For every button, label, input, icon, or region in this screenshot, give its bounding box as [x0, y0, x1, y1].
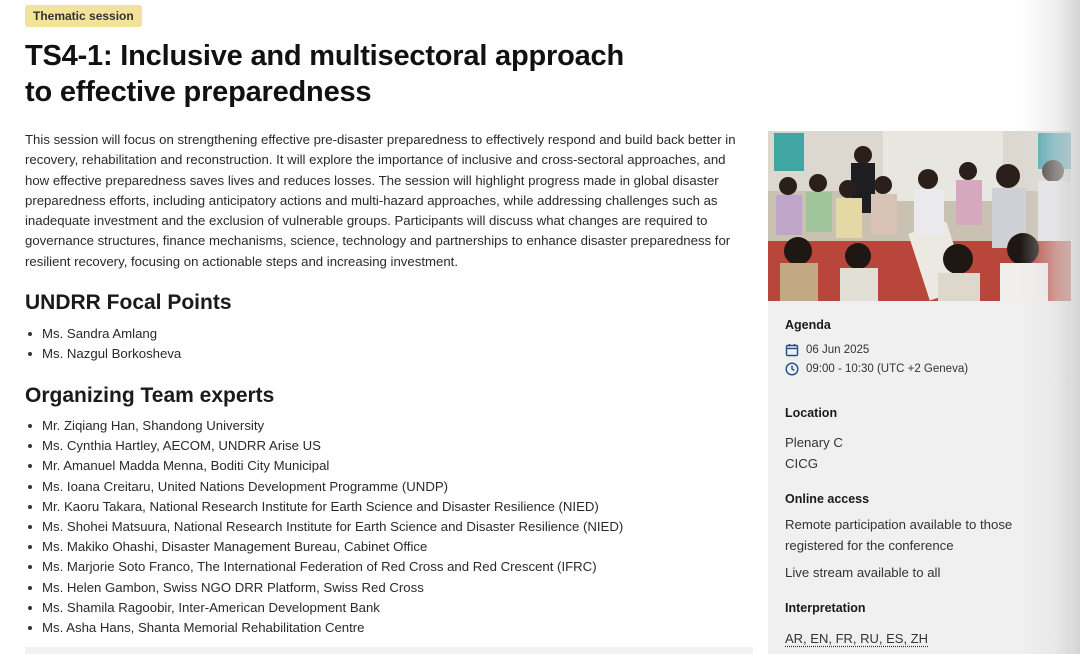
list-item: Ms. Shamila Ragoobir, Inter-American Development Bank: [25, 598, 623, 618]
list-item: Ms. Nazgul Borkosheva: [25, 344, 181, 364]
agenda-label: Agenda: [785, 318, 831, 332]
list-item: Ms. Ioana Creitaru, United Nations Development Programme (UNDP): [25, 477, 623, 497]
list-item: Ms. Asha Hans, Shanta Memorial Rehabilitation Centre: [25, 618, 623, 638]
interpretation-languages[interactable]: AR, EN, FR, RU, ES, ZH: [785, 631, 929, 646]
agenda-time-text: 09:00 - 10:30 (UTC +2 Geneva): [806, 363, 969, 375]
list-item: Ms. Marjorie Soto Franco, The International Federation of Red Cross and Red Crescent (IFRC): [25, 557, 623, 577]
content-footer-strip: [25, 647, 753, 654]
list-item: Ms. Makiko Ohashi, Disaster Management Bureau, Cabinet Office: [25, 537, 623, 557]
list-item: Ms. Sandra Amlang: [25, 324, 181, 344]
page-title: TS4-1: Inclusive and multisectoral approach to effective preparedness: [25, 40, 624, 108]
list-item: Ms. Helen Gambon, Swiss NGO DRR Platform, Swiss Red Cross: [25, 578, 623, 598]
interpretation-label: Interpretation: [785, 601, 866, 615]
location-room: Plenary C: [785, 435, 843, 450]
calendar-icon: [785, 343, 799, 357]
list-item: Mr. Ziqiang Han, Shandong University: [25, 416, 623, 436]
list-item: Ms. Shohei Matsuura, National Research Institute for Earth Science and Disaster Resilience (NIED): [25, 517, 623, 537]
clock-icon: [785, 362, 799, 376]
list-item: Ms. Cynthia Hartley, AECOM, UNDRR Arise US: [25, 436, 623, 456]
list-item: Mr. Amanuel Madda Menna, Boditi City Municipal: [25, 456, 623, 476]
focal-points-heading: UNDRR Focal Points: [25, 291, 232, 314]
list-item: Mr. Kaoru Takara, National Research Institute for Earth Science and Disaster Resilience (NIED): [25, 497, 623, 517]
session-type-badge: Thematic session: [25, 5, 142, 27]
session-info-sidebar: [768, 131, 1071, 654]
agenda-date: [785, 343, 869, 357]
agenda-time: [785, 362, 968, 376]
experts-list: [25, 416, 623, 638]
focal-points-list: [25, 324, 181, 364]
agenda-date-text: 06 Jun 2025: [806, 344, 870, 356]
session-description: This session will focus on strengthening effective pre-disaster preparedness to effectively respond and build back better in recovery, rehabilitation and reconstruction. It will explore the importance of inclusive and cross-sectoral approaches, and how effective preparedness saves lives and reduces losses. The session will highlight progress made in global disaster preparedness efforts, including anticipatory actions and multi-hazard approaches, while addressing challenges such as inadequate investment and the exclusion of vulnerable groups. Participants will discuss what changes are required to governance structures, finance mechanisms, science, technology and partnerships to enhance disaster preparedness for resilient recovery, focusing on actionable steps and increasing investment.: [25, 132, 736, 269]
online-remote-text: Remote participation available to those registered for the conference: [785, 517, 1013, 553]
experts-heading: Organizing Team experts: [25, 384, 275, 407]
location-label: Location: [785, 406, 838, 420]
session-photo: [768, 131, 1071, 301]
online-access-label: Online access: [785, 492, 870, 506]
online-stream-text: Live stream available to all: [785, 565, 941, 580]
location-venue: CICG: [785, 456, 818, 471]
